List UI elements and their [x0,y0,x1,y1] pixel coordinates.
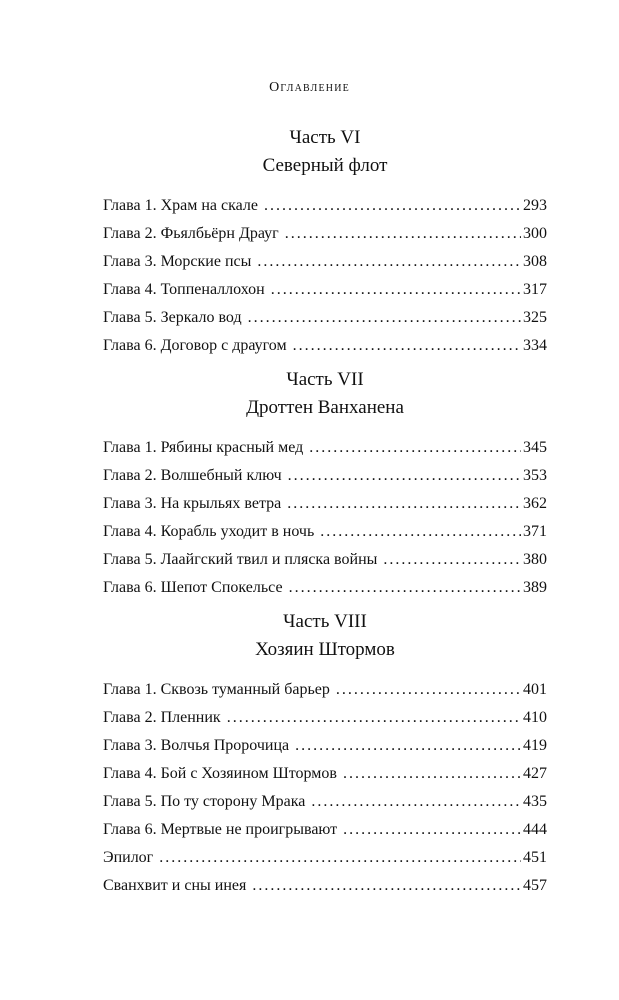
toc-entry[interactable] [103,434,547,462]
toc-entry[interactable] [103,704,547,732]
chapter-title: Глава 5. Зеркало вод [103,309,242,326]
chapter-title: Глава 2. Фьялбьёрн Драуг [103,225,279,242]
dot-leader [383,546,521,574]
dot-leader [343,816,521,844]
page-number: 444 [523,821,547,838]
page-number: 300 [523,225,547,242]
chapter-title: Глава 1. Рябины красный мед [103,439,304,456]
chapter-title: Эпилог [103,849,154,866]
page-number: 451 [523,849,547,866]
chapter-title: Глава 4. Топпеналлохон [103,281,265,298]
chapter-title: Глава 2. Волшебный ключ [103,467,282,484]
chapter-title: Глава 4. Корабль уходит в ночь [103,523,315,540]
toc-entry[interactable] [103,192,547,220]
toc-entry[interactable] [103,332,547,360]
dot-leader [252,872,521,900]
toc-entry[interactable] [103,462,547,490]
dot-leader [309,434,521,462]
page-number: 389 [523,579,547,596]
toc-entry[interactable] [103,490,547,518]
page-number: 362 [523,495,547,512]
dot-leader [311,788,521,816]
page-number: 380 [523,551,547,568]
toc-entry-epilogue[interactable] [103,844,547,872]
chapter-title: Глава 5. Лаайгский твил и пляска войны [103,551,378,568]
dot-leader [320,518,521,546]
chapter-title: Глава 1. Храм на скале [103,197,258,214]
chapter-title: Глава 5. По ту сторону Мрака [103,793,306,810]
chapter-title: Глава 6. Договор с драугом [103,337,287,354]
chapter-title: Глава 3. На крыльях ветра [103,495,282,512]
toc-entry[interactable] [103,760,547,788]
toc-entry[interactable] [103,816,547,844]
dot-leader [293,332,521,360]
dot-leader [336,676,521,704]
chapter-list [103,676,547,900]
part-title: Северный флот [262,155,388,176]
toc-entry[interactable] [103,546,547,574]
dot-leader [248,304,521,332]
page-number: 317 [523,281,547,298]
toc-entry[interactable] [103,304,547,332]
page-number: 457 [523,877,547,894]
page-number: 371 [523,523,547,540]
dot-leader [287,490,521,518]
dot-leader [159,844,521,872]
part-label: Часть VII [286,369,364,390]
page-number: 353 [523,467,547,484]
chapter-title: Глава 3. Морские псы [103,253,252,270]
toc-entry-appendix[interactable] [103,872,547,900]
page-number: 334 [523,337,547,354]
toc-title: Оглавление [269,80,350,95]
part-title: Дроттен Ванханена [246,397,404,418]
dot-leader [271,276,521,304]
page-number: 308 [523,253,547,270]
toc-entry[interactable] [103,574,547,602]
chapter-title: Глава 4. Бой с Хозяином Штормов [103,765,337,782]
page-number: 401 [523,681,547,698]
chapter-title: Сванхвит и сны инея [103,877,247,894]
chapter-list [103,192,547,360]
toc-entry[interactable] [103,732,547,760]
chapter-title: Глава 6. Шепот Спокельсе [103,579,283,596]
part-label: Часть VI [289,127,361,148]
page-number: 435 [523,793,547,810]
toc-entry[interactable] [103,248,547,276]
part-section [103,608,547,900]
chapter-title: Глава 2. Пленник [103,709,221,726]
dot-leader [295,732,521,760]
dot-leader [285,220,521,248]
toc-entry[interactable] [103,788,547,816]
chapter-title: Глава 1. Сквозь туманный барьер [103,681,330,698]
page-number: 410 [523,709,547,726]
page-number: 293 [523,197,547,214]
toc-entry[interactable] [103,676,547,704]
dot-leader [264,192,521,220]
part-section [103,124,547,360]
dot-leader [227,704,521,732]
toc-entry[interactable] [103,220,547,248]
chapter-list [103,434,547,602]
part-title: Хозяин Штормов [255,639,395,660]
part-label: Часть VIII [283,611,367,632]
dot-leader [288,462,521,490]
page-number: 345 [523,439,547,456]
page-number: 427 [523,765,547,782]
page-number: 419 [523,737,547,754]
toc-entry[interactable] [103,518,547,546]
part-section [103,366,547,602]
chapter-title: Глава 6. Мертвые не проигрывают [103,821,338,838]
chapter-title: Глава 3. Волчья Пророчица [103,737,290,754]
page-number: 325 [523,309,547,326]
toc-entry[interactable] [103,276,547,304]
dot-leader [343,760,521,788]
dot-leader [289,574,521,602]
dot-leader [257,248,521,276]
